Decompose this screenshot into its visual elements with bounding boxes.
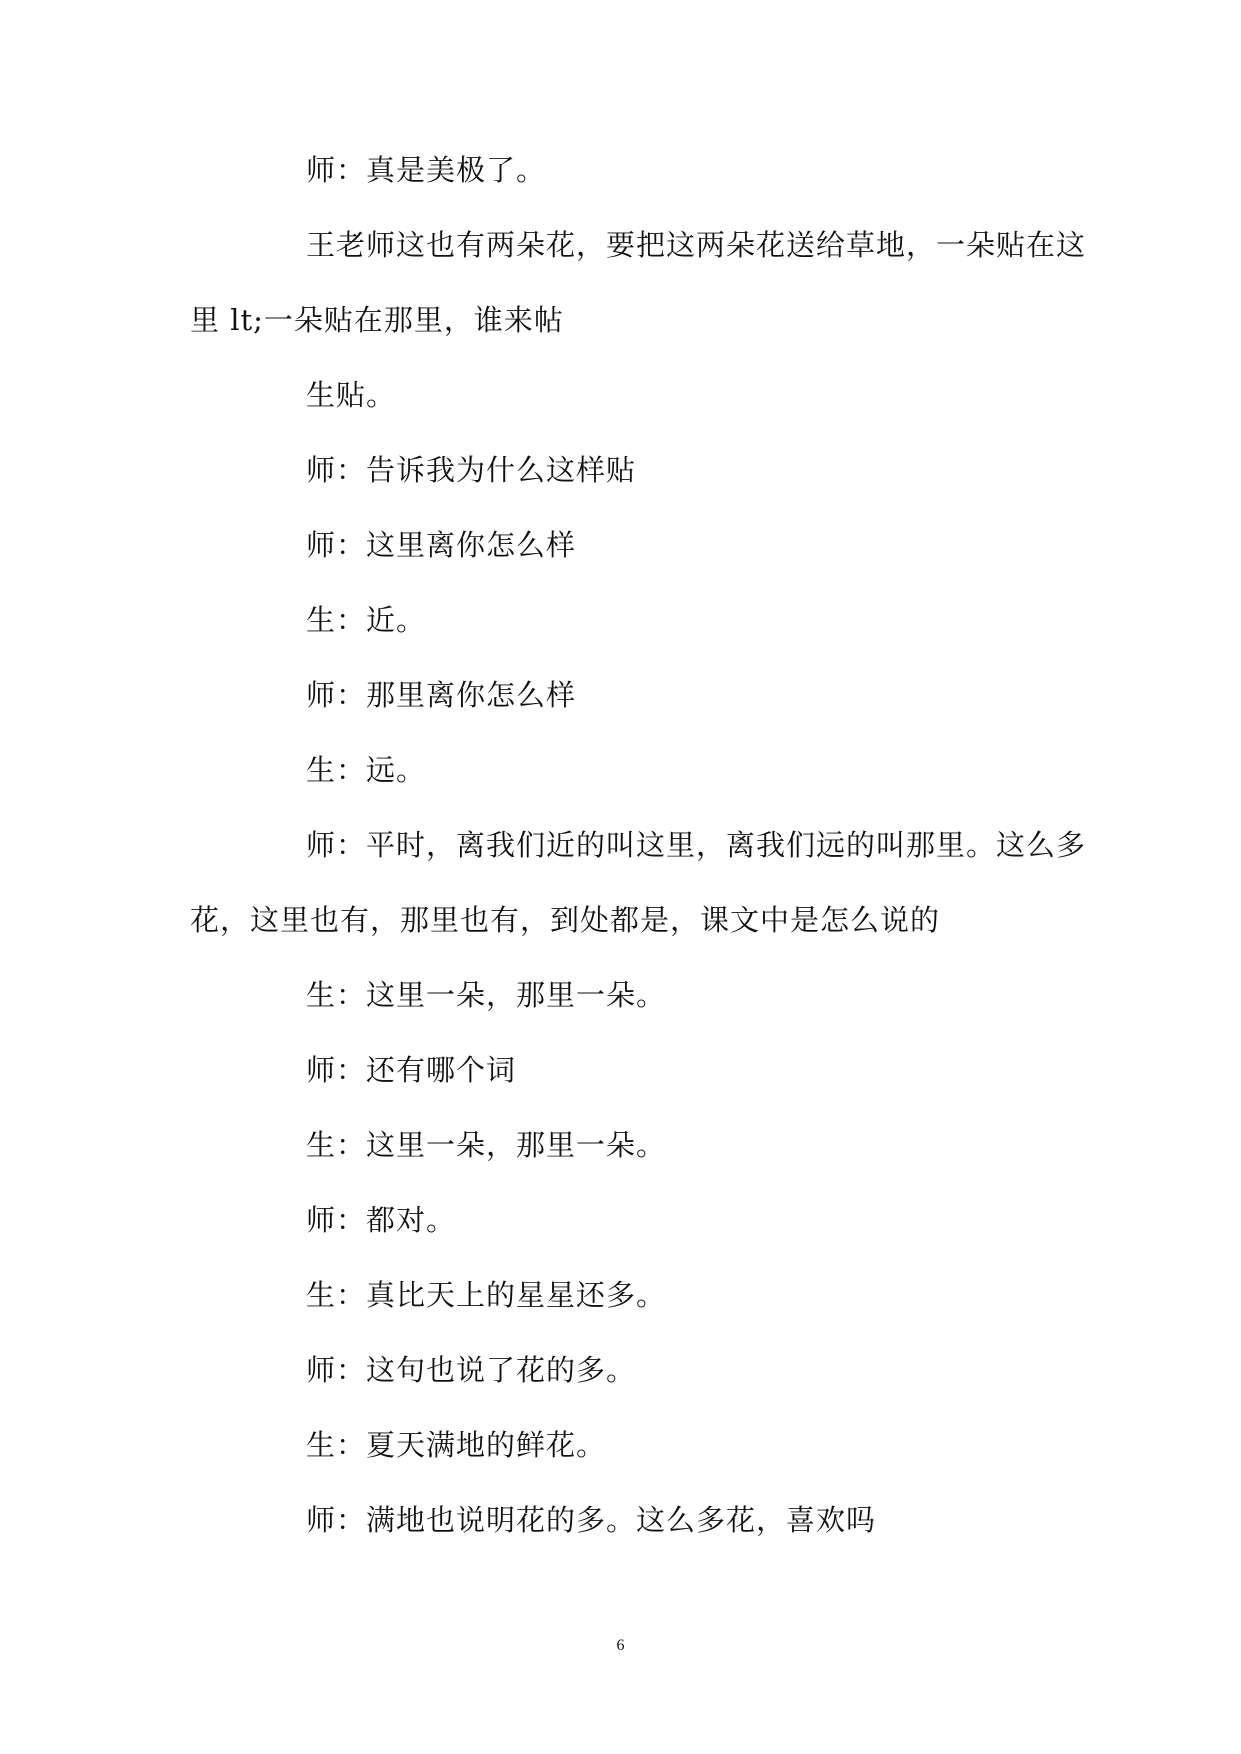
text-line: 生：这里一朵，那里一朵。 <box>306 978 667 1012</box>
text-line: 生：近。 <box>306 603 427 637</box>
text-line: 师：告诉我为什么这样贴 <box>306 453 637 487</box>
text-line: 师：这句也说了花的多。 <box>306 1353 637 1387</box>
text-line: 生：夏天满地的鲜花。 <box>306 1428 607 1462</box>
page-number: 6 <box>616 1637 625 1654</box>
text-line: 师：真是美极了。 <box>306 153 547 187</box>
text-line: 生：真比天上的星星还多。 <box>306 1278 667 1312</box>
text-line: 师：这里离你怎么样 <box>306 528 577 562</box>
text-line: 里 lt;一朵贴在那里，谁来帖 <box>190 303 564 337</box>
text-line: 生：这里一朵，那里一朵。 <box>306 1128 667 1162</box>
text-line: 生贴。 <box>306 378 397 412</box>
text-line: 师：平时，离我们近的叫这里，离我们远的叫那里。这么多 <box>306 828 1087 862</box>
text-line: 花，这里也有，那里也有，到处都是，课文中是怎么说的 <box>190 903 941 937</box>
text-line: 师：还有哪个词 <box>306 1053 517 1087</box>
text-line: 师：那里离你怎么样 <box>306 678 577 712</box>
text-line: 师：都对。 <box>306 1203 457 1237</box>
text-line: 生：远。 <box>306 753 427 787</box>
text-line: 师：满地也说明花的多。这么多花，喜欢吗 <box>306 1503 877 1537</box>
text-line: 王老师这也有两朵花，要把这两朵花送给草地，一朵贴在这 <box>306 228 1087 262</box>
